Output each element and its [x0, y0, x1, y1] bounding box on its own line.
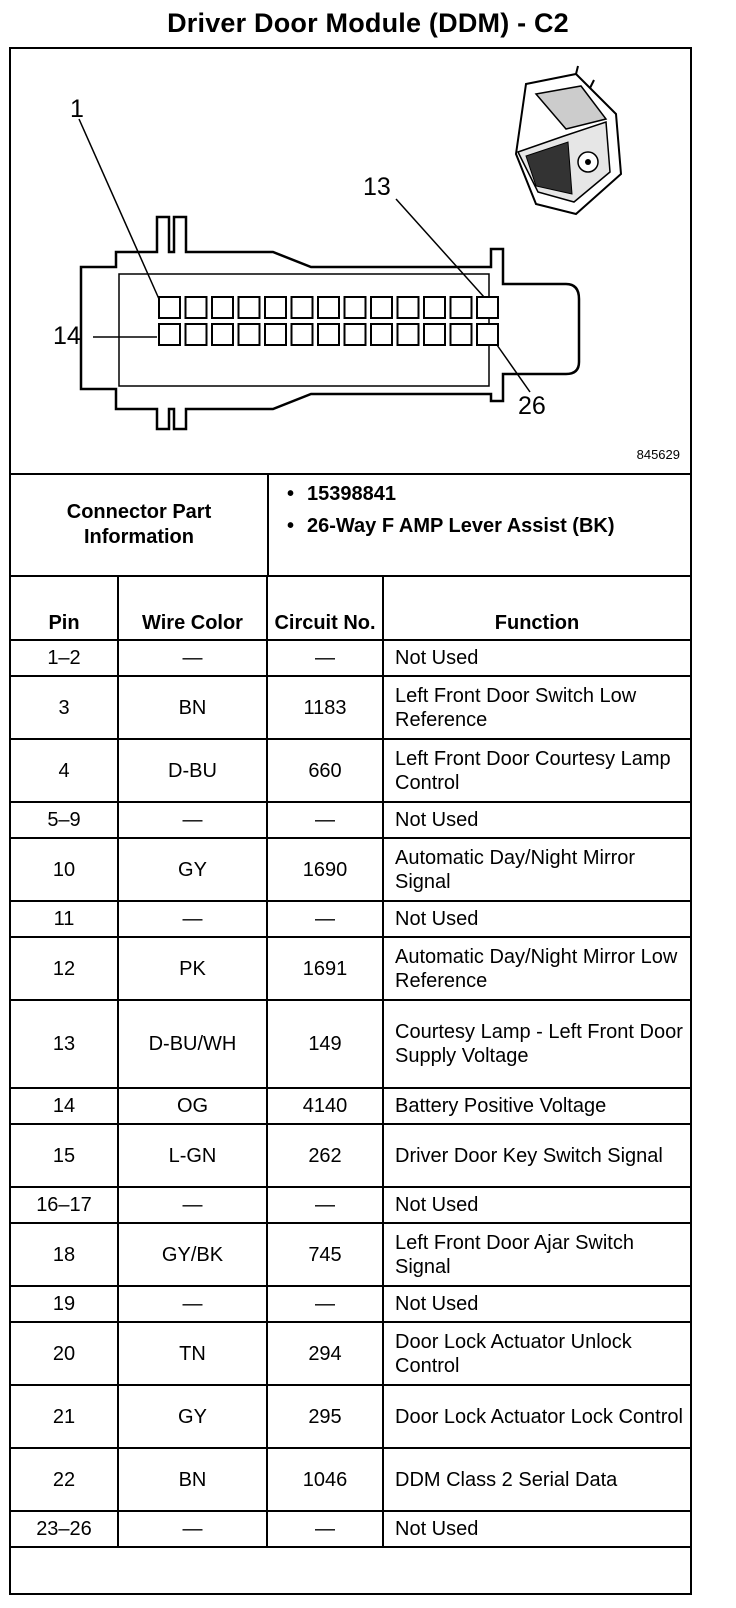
connector-cavity — [239, 297, 260, 318]
cell-circuit-no: — — [267, 1187, 383, 1223]
header-circuit-no: Circuit No. — [267, 577, 383, 640]
cell-function: Left Front Door Courtesy Lamp Control — [383, 739, 690, 802]
part-number: • 15398841 — [283, 481, 690, 507]
connector-cavity — [424, 297, 445, 318]
connector-isometric-sketch — [516, 66, 621, 214]
cell-wire-color: TN — [118, 1322, 267, 1385]
cell-function: Left Front Door Ajar Switch Signal — [383, 1223, 690, 1286]
cell-function: Not Used — [383, 640, 690, 676]
table-row — [11, 937, 690, 1000]
cell-circuit-no: 295 — [267, 1385, 383, 1448]
cell-circuit-no: — — [267, 640, 383, 676]
cell-circuit-no: 660 — [267, 739, 383, 802]
cell-circuit-no: 745 — [267, 1223, 383, 1286]
cell-wire-color: — — [118, 802, 267, 838]
cell-circuit-no: 294 — [267, 1322, 383, 1385]
cell-circuit-no: 1046 — [267, 1448, 383, 1511]
connector-cavity — [239, 324, 260, 345]
connector-cavity — [477, 297, 498, 318]
cell-circuit-no: 1690 — [267, 838, 383, 901]
cell-function: Not Used — [383, 802, 690, 838]
table-row — [11, 1000, 690, 1088]
cell-function: Not Used — [383, 1187, 690, 1223]
callout-14: 14 — [53, 322, 81, 350]
table-row — [11, 1511, 690, 1547]
table-row — [11, 1385, 690, 1448]
cell-pin: 22 — [11, 1448, 118, 1511]
cell-wire-color: PK — [118, 937, 267, 1000]
callout-1: 1 — [70, 95, 84, 123]
pinout-table — [11, 577, 690, 1548]
cell-pin: 1–2 — [11, 640, 118, 676]
cell-pin: 20 — [11, 1322, 118, 1385]
callout-26: 26 — [518, 392, 546, 420]
cell-pin: 11 — [11, 901, 118, 937]
connector-cavity — [398, 297, 419, 318]
table-header-row — [11, 577, 690, 640]
connector-cavity — [212, 297, 233, 318]
cell-circuit-no: — — [267, 1286, 383, 1322]
cell-pin: 21 — [11, 1385, 118, 1448]
cell-wire-color: — — [118, 901, 267, 937]
connector-diagram — [11, 49, 690, 475]
connector-cavity — [265, 297, 286, 318]
connector-cavity — [292, 324, 313, 345]
connector-face-drawing — [11, 49, 690, 473]
cell-pin: 19 — [11, 1286, 118, 1322]
figure-number: 845629 — [636, 447, 680, 462]
cell-function: Battery Positive Voltage — [383, 1088, 690, 1124]
connector-cavity — [451, 297, 472, 318]
cell-wire-color: — — [118, 640, 267, 676]
connector-cavity — [398, 324, 419, 345]
cell-pin: 15 — [11, 1124, 118, 1187]
cell-function: Driver Door Key Switch Signal — [383, 1124, 690, 1187]
cell-function: Automatic Day/Night Mirror Signal — [383, 838, 690, 901]
cavity-grid — [159, 297, 498, 345]
connector-cavity — [265, 324, 286, 345]
page-title: Driver Door Module (DDM) - C2 — [167, 8, 569, 38]
table-row — [11, 1286, 690, 1322]
connector-cavity — [318, 297, 339, 318]
table-row — [11, 1448, 690, 1511]
cell-function: DDM Class 2 Serial Data — [383, 1448, 690, 1511]
callout-13: 13 — [363, 173, 391, 201]
table-row — [11, 640, 690, 676]
connector-cavity — [159, 297, 180, 318]
table-row — [11, 676, 690, 739]
cell-circuit-no: — — [267, 802, 383, 838]
cell-pin: 13 — [11, 1000, 118, 1088]
cell-wire-color: — — [118, 1286, 267, 1322]
connector-cavity — [371, 297, 392, 318]
table-row — [11, 739, 690, 802]
header-wire-color: Wire Color — [118, 577, 267, 640]
connector-cavity — [186, 297, 207, 318]
cell-wire-color: GY — [118, 1385, 267, 1448]
connector-description: • 26-Way F AMP Lever Assist (BK) — [283, 513, 690, 539]
connector-part-information-items — [283, 481, 690, 545]
callout-leader-1 — [79, 119, 159, 299]
cell-wire-color: BN — [118, 1448, 267, 1511]
table-row — [11, 1124, 690, 1187]
table-row — [11, 1223, 690, 1286]
connector-part-information — [11, 475, 690, 577]
cell-circuit-no: 1691 — [267, 937, 383, 1000]
cell-pin: 16–17 — [11, 1187, 118, 1223]
connector-cavity — [212, 324, 233, 345]
cell-wire-color: L-GN — [118, 1124, 267, 1187]
cell-function: Left Front Door Switch Low Reference — [383, 676, 690, 739]
table-row — [11, 901, 690, 937]
connector-cavity — [451, 324, 472, 345]
connector-part-information-label: Connector Part Information — [11, 475, 269, 575]
cell-function: Not Used — [383, 1511, 690, 1547]
cell-pin: 18 — [11, 1223, 118, 1286]
connector-sheet — [9, 47, 692, 1595]
cell-wire-color: OG — [118, 1088, 267, 1124]
cell-function: Door Lock Actuator Lock Control — [383, 1385, 690, 1448]
cell-function: Courtesy Lamp - Left Front Door Supply Voltage — [383, 1000, 690, 1088]
cell-function: Automatic Day/Night Mirror Low Reference — [383, 937, 690, 1000]
cell-pin: 23–26 — [11, 1511, 118, 1547]
header-function: Function — [383, 577, 690, 640]
cell-pin: 3 — [11, 676, 118, 739]
table-row — [11, 1322, 690, 1385]
cell-wire-color: D-BU — [118, 739, 267, 802]
header-pin: Pin — [11, 577, 118, 640]
cell-circuit-no: — — [267, 1511, 383, 1547]
connector-cavity — [159, 324, 180, 345]
cell-wire-color: — — [118, 1511, 267, 1547]
cell-wire-color: — — [118, 1187, 267, 1223]
table-row — [11, 838, 690, 901]
table-row — [11, 802, 690, 838]
connector-cavity — [477, 324, 498, 345]
cell-pin: 12 — [11, 937, 118, 1000]
cell-circuit-no: 262 — [267, 1124, 383, 1187]
cell-function: Not Used — [383, 901, 690, 937]
cell-wire-color: GY — [118, 838, 267, 901]
table-row — [11, 1088, 690, 1124]
cell-wire-color: GY/BK — [118, 1223, 267, 1286]
cell-pin: 10 — [11, 838, 118, 901]
cell-function: Not Used — [383, 1286, 690, 1322]
cell-circuit-no: 4140 — [267, 1088, 383, 1124]
cell-wire-color: BN — [118, 676, 267, 739]
cell-pin: 14 — [11, 1088, 118, 1124]
connector-cavity — [345, 297, 366, 318]
connector-cavity — [186, 324, 207, 345]
cell-circuit-no: 149 — [267, 1000, 383, 1088]
cell-pin: 5–9 — [11, 802, 118, 838]
cell-circuit-no: 1183 — [267, 676, 383, 739]
cell-wire-color: D-BU/WH — [118, 1000, 267, 1088]
connector-cavity — [318, 324, 339, 345]
connector-cavity — [292, 297, 313, 318]
callout-leader-13 — [396, 199, 484, 297]
connector-cavity — [371, 324, 392, 345]
connector-cavity — [345, 324, 366, 345]
table-row — [11, 1187, 690, 1223]
connector-cavity — [424, 324, 445, 345]
cell-pin: 4 — [11, 739, 118, 802]
cell-function: Door Lock Actuator Unlock Control — [383, 1322, 690, 1385]
cell-circuit-no: — — [267, 901, 383, 937]
